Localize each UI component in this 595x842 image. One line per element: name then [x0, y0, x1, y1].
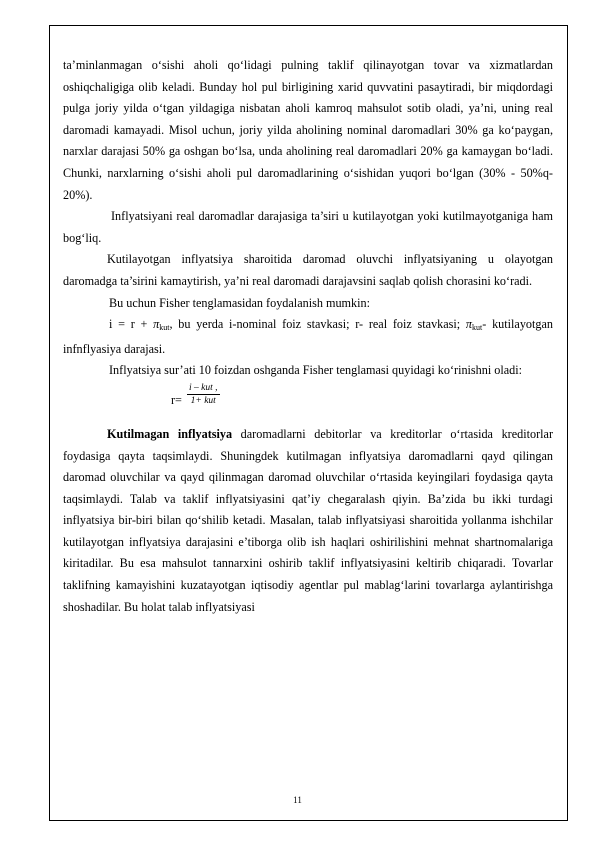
paragraph-7-text: daromadlarni debitorlar va kreditorlar o‘rtasida kreditorlar foydasiga qayta taqsimlaydi. Shuningdek kutilmagan inflyatsiya daromadlarni qayd qilingan daromad oluvchilar va qayd qilinmagan daromad oluvchilar o‘rtasida keyingilari foydasiga qayta taqsimlaydi. Talab va taklif inflyatsiyasini qat’iy chegaralash qiyin. Ba’zida bu ikki turdagi inflyatsiya bir-biri bilan qo‘shilib ketadi. Masalan, talab inflyatsiyasi sharoitida yollanma ishchilar kutilayotgan inflyatsiya darajasini e’tiborga olib ish haqlari oshirilishini mehnat shartnomalariga kiritadilar. Bu esa mahsulot tannarxini oshirib taklif inflyatsiyasini keltirib chiqaradi. Tovarlar taklifning kamayishini kuzatayotgan iqtisodiy agentlar pul mablag‘larini tovarlarga aylantirishga shoshadilar. Bu holat talab inflyatsiyasi [63, 426, 553, 614]
page-number: 11 [293, 795, 302, 805]
pi-subscript: kut [159, 323, 170, 333]
equation-text: i = r + [109, 317, 154, 332]
formula-denominator: 1+ kut [190, 395, 216, 406]
paragraph-4: Bu uchun Fisher tenglamasidan foydalanish mumkin: [109, 295, 370, 310]
paragraph-3: Kutilayotgan inflyatsiya sharoitida daromad oluvchi inflyatsiyaning u olayotgan daromadga ta’sirini kamaytirish, ya’ni real daromadi darajavsini saqlab qolish chorasini ko‘radi. [63, 252, 553, 288]
paragraph-6: Inflyatsiya sur’ati 10 foizdan oshganda Fisher tenglamasi quyidagi ko‘rinishni oladi: [109, 363, 523, 378]
paragraph-7 [63, 424, 553, 618]
equation-explanation-end: - kutilayotgan infnflyasiya darajasi. [63, 317, 553, 356]
equation-explanation: , bu yerda i-nominal foiz stavkasi; r- real foiz stavkasi; [169, 317, 466, 332]
paragraph-1: ta’minlanmagan o‘sishi aholi qo‘lidagi pulning taklif qilinayotgan tovar va xizmatlardan oshiqchaligiga olib keladi. Bunday hol pul birligining xarid quvvatini pasaytiradi, bir miqdordagi pulga joriy yilda o‘tgan yildagiga nisbatan aholi kamroq mahsulot sotib oladi, ya’ni, uning real daromadi kamayadi. Misol uchun, joriy yilda aholining nominal daromadlari 30% ga ko‘paygan, narxlar darajasi 50% ga oshgan bo‘lsa, unda aholining real daromadlari 20% ga kamaygan bo‘ladi. Chunki, narxlarning o‘sishi aholi pul daromadlarining o‘sishidan yuqori bo‘lgan (30% - 50%q-20%). [63, 58, 553, 202]
fisher-formula [63, 382, 553, 424]
document-body [63, 55, 553, 618]
formula-numerator: i – kut , [189, 382, 218, 393]
pi-subscript: kut [472, 323, 483, 333]
formula-lhs: r= [171, 392, 182, 407]
paragraph-2: Inflyatsiyani real daromadlar darajasiga ta’siri u kutilayotgan yoki kutilmayotganiga ham bog‘liq. [63, 209, 553, 245]
paragraph-5 [63, 314, 553, 360]
pi-symbol: π [465, 317, 473, 332]
term-kutilmagan-inflyatsiya: Kutilmagan inflyatsiya [107, 426, 233, 441]
formula-fraction [187, 382, 220, 407]
pi-symbol: π [153, 317, 160, 332]
